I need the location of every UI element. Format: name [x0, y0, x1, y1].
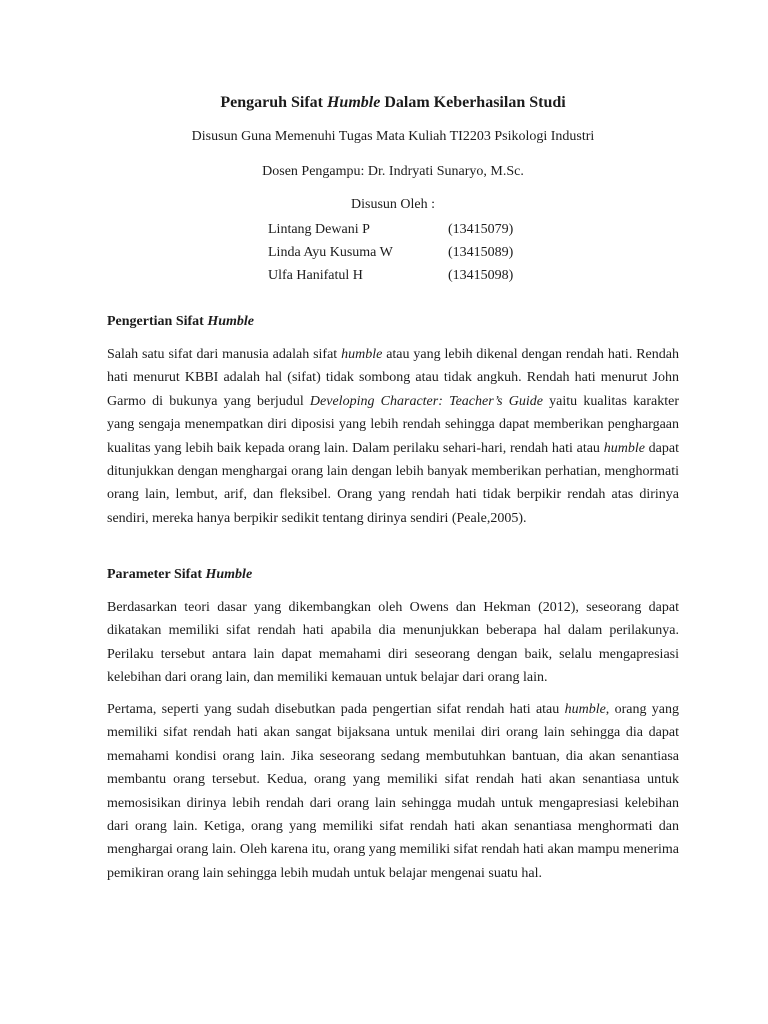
- paragraph-parameter-intro: Berdasarkan teori dasar yang dikembangkan oleh Owens dan Hekman (2012), seseorang dapat dikatakan memiliki sifat rendah hati apabila dia menunjukkan beberapa hal dalam perilakunya. Perilaku tersebut antara lain dapat memahami diri seseorang dengan baik, selalu mengapresiasi kelebihan dari orang lain, dan memiliki kemauan untuk belajar dari orang lain.: [107, 600, 679, 686]
- heading-italic: Humble: [205, 567, 253, 582]
- section-heading-definition: [107, 312, 254, 332]
- heading-text: Parameter Sifat: [107, 567, 206, 582]
- subtitle: Disusun Guna Memenuhi Tugas Mata Kuliah TI2203 Psikologi Industri: [191, 129, 595, 144]
- author-id: (13415098): [448, 268, 514, 283]
- author-row: [268, 218, 513, 241]
- title-italic: Humble: [326, 94, 381, 111]
- heading-italic: Humble: [207, 314, 254, 329]
- author-id: (13415079): [448, 222, 514, 237]
- author-row: [268, 241, 513, 264]
- document-title: [107, 92, 679, 114]
- heading-text: Pengertian Sifat: [107, 314, 208, 329]
- author-name: Lintang Dewani P: [268, 222, 370, 237]
- author-name: Linda Ayu Kusuma W: [268, 245, 393, 260]
- author-name: Ulfa Hanifatul H: [268, 268, 363, 283]
- paragraph-parameter-detail: Pertama, seperti yang sudah disebutkan pada pengertian sifat rendah hati atau humble, orang yang memiliki sifat rendah hati akan sangat bijaksana untuk menilai diri orang lain sehingga dia dapat memahami kondisi orang lain. Jika seseorang sedang membutuhkan bantuan, dia akan senantiasa membantu orang tersebut. Kedua, orang yang memiliki sifat rendah hati akan senantiasa untuk memosisikan dirinya lebih rendah dari orang lain sehingga mudah untuk mengapresiasi kelebihan dari orang lain. Ketiga, orang yang memiliki sifat rendah hati akan senantiasa menghormati dan menghargai orang lain. Oleh karena itu, orang yang memiliki sifat rendah hati akan mampu menerima pemikiran orang lain sehingga lebih mudah untuk belajar mengenai suatu hal.: [107, 702, 679, 881]
- authors-label: Disusun Oleh :: [351, 197, 435, 212]
- title-text-end: Dalam Keberhasilan Studi: [380, 94, 566, 111]
- author-row: [268, 264, 513, 287]
- section-heading-parameter: [107, 565, 252, 585]
- author-id: (13415089): [448, 245, 514, 260]
- lecturer-line: Dosen Pengampu: Dr. Indryati Sunaryo, M.Sc.: [262, 164, 524, 179]
- title-text: Pengaruh Sifat: [220, 94, 327, 111]
- authors-list: [268, 218, 513, 287]
- paragraph-definition: Salah satu sifat dari manusia adalah sifat humble atau yang lebih dikenal dengan rendah hati. Rendah hati menurut KBBI adalah hal (sifat) tidak sombong atau tidak angkuh. Rendah hati menurut John Garmo di bukunya yang berjudul Developing Character: Teacher’s Guide yaitu kualitas karakter yang sengaja menempatkan diri diposisi yang lebih rendah sehingga dapat memberikan penghargaan kualitas yang lebih baik kepada orang lain. Dalam perilaku sehari-hari, rendah hati atau humble dapat ditunjukkan dengan menghargai orang lain dengan lebih banyak memberikan perhatian, menghormati orang lain, lembut, arif, dan fleksibel. Orang yang rendah hati tidak berpikir rendah atas dirinya sendiri, mereka hanya berpikir sedikit tentang dirinya sendiri (Peale,2005).: [107, 347, 679, 526]
